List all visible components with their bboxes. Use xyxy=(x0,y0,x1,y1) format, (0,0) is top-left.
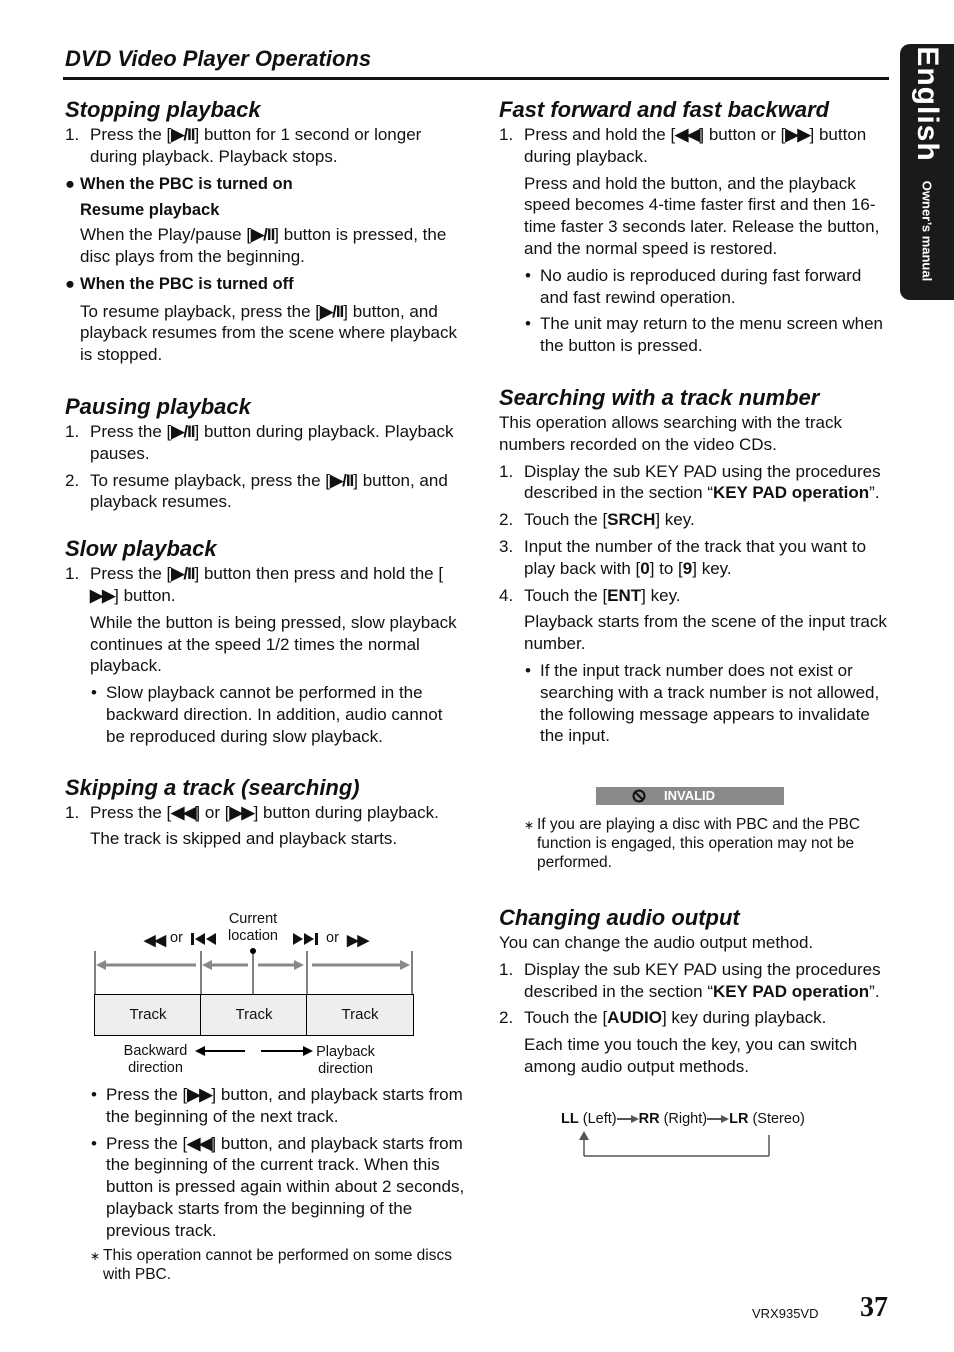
skipping-step-1: 1. Press the [◀◀] or [▶▶] button during playback. xyxy=(65,802,439,822)
playback-direction-label: Playback direction xyxy=(316,1044,375,1077)
audio-cycle-diagram xyxy=(561,1111,805,1127)
slow-title: Slow playback xyxy=(65,536,217,562)
current-location-label: Current location xyxy=(228,911,278,944)
rewind-icon: ◀◀ xyxy=(144,932,166,949)
skipping-notes xyxy=(65,1084,465,1284)
backward-direction-label: Backward direction xyxy=(123,1043,188,1076)
skipping-bullet-2: • Press the [◀◀] button, and playback starts from the beginning of the current track. When this button is pressed again within about 2 seconds, playback starts from the beginning of the previous track. xyxy=(91,1133,465,1240)
audio-step-1: 1. Display the sub KEY PAD using the procedures described in the section “KEY PAD operation”. xyxy=(499,959,881,1001)
play-pause-icon: ▶/II xyxy=(330,470,354,490)
skip-forward-icon xyxy=(292,932,320,946)
searching-intro: This operation allows searching with the track numbers recorded on the video CDs. xyxy=(499,412,842,454)
fast-description: Press and hold the button, and the playback speed becomes 4-time faster first and then 16-time faster 3 seconds later. Release the button, and the normal speed is restored. xyxy=(524,173,880,258)
language-label: English xyxy=(911,46,944,162)
invalid-message-bar xyxy=(596,787,784,805)
stopping-title: Stopping playback xyxy=(65,97,261,122)
audio-rr-desc: (Right) xyxy=(663,1111,708,1127)
diagram-or-left: or xyxy=(170,930,183,946)
audio-ll-desc: (Left) xyxy=(582,1111,617,1127)
slow-description: While the button is being pressed, slow playback continues at the speed 1/2 times the normal playback. xyxy=(90,612,457,676)
skipping-section xyxy=(65,774,465,851)
audio-description: Each time you touch the key, you can switch among audio output methods. xyxy=(524,1035,858,1076)
header-rule xyxy=(63,77,889,80)
track-cell-3: Track xyxy=(306,994,414,1036)
audio-section xyxy=(499,904,891,1078)
searching-title: Searching with a track number xyxy=(499,384,820,410)
stopping-step-1: 1. Press the [▶/II] button for 1 second or longer during playback. Playback stops. xyxy=(65,125,422,166)
skipping-note: ∗ This operation cannot be performed on some discs with PBC. xyxy=(90,1246,452,1283)
pbc-off-heading: ● When the PBC is turned off xyxy=(65,274,294,293)
slow-section xyxy=(65,535,465,747)
pausing-title: Pausing playback xyxy=(65,393,251,419)
rewind-icon: ◀◀ xyxy=(187,1133,212,1153)
audio-intro: You can change the audio output method. xyxy=(499,933,814,952)
left-column xyxy=(65,96,465,850)
play-pause-icon: ▶/II xyxy=(171,564,195,584)
fast-forward-icon: ▶▶ xyxy=(347,932,369,949)
fast-forward-icon: ▶▶ xyxy=(187,1085,212,1104)
play-pause-icon: ▶/II xyxy=(171,125,195,144)
prohibited-icon xyxy=(632,789,646,803)
track-cell-2: Track xyxy=(200,994,308,1036)
fast-title: Fast forward and fast backward xyxy=(499,97,830,122)
searching-bullet: • If the input track number does not exist or searching with a track number is not allowed, the following message appears to invalidate the input. xyxy=(525,660,880,746)
pbc-off-text: To resume playback, press the [▶/II] button, and playback resumes from the scene where playback is stopped. xyxy=(80,301,458,365)
audio-lr-desc: (Stereo) xyxy=(752,1111,805,1127)
page-number: 37 xyxy=(860,1292,888,1323)
searching-step-3: 3. Input the number of the track that you want to play back with [0] to [9] key. xyxy=(499,536,867,578)
searching-step-4: 4. Touch the [ENT] key. xyxy=(499,585,681,605)
rewind-icon: ◀◀ xyxy=(171,802,196,822)
fast-forward-icon: ▶▶ xyxy=(229,802,254,822)
stopping-section xyxy=(65,96,465,366)
skipping-bullet-1: • Press the [▶▶] button, and playback starts from the beginning of the next track. xyxy=(91,1085,463,1126)
pausing-step-2: 2. To resume playback, press the [▶/II] button, and playback resumes. xyxy=(65,470,448,512)
skipping-title: Skipping a track (searching) xyxy=(65,774,360,800)
searching-note: ∗ If you are playing a disc with PBC and the PBC function is engaged, this operation may not be performed. xyxy=(524,816,861,871)
fast-bullet-1: • No audio is reproduced during fast forward and fast rewind operation. xyxy=(525,265,862,307)
pausing-step-1: 1. Press the [▶/II] button during playback. Playback pauses. xyxy=(65,421,454,463)
diagram-or-right: or xyxy=(326,930,339,946)
language-tab xyxy=(900,44,954,300)
fast-step-1: 1. Press and hold the [◀◀] button or [▶▶] button during playback. xyxy=(499,125,867,166)
searching-description: Playback starts from the scene of the input track number. xyxy=(524,612,887,654)
slow-bullet: • Slow playback cannot be performed in the backward direction. In addition, audio cannot be reproduced during slow playback. xyxy=(91,683,443,746)
right-column xyxy=(499,96,891,747)
manual-label: Owner’s manual xyxy=(919,180,935,282)
fast-forward-icon: ▶▶ xyxy=(785,125,810,144)
track-cell-1: Track xyxy=(94,994,202,1036)
rewind-icon: ◀◀ xyxy=(675,125,700,144)
skip-range-arrows xyxy=(90,946,420,996)
fast-section xyxy=(499,96,891,357)
model-number: VRX935VD xyxy=(752,1306,819,1321)
audio-cycle-return-arrow xyxy=(578,1129,774,1159)
searching-step-2: 2. Touch the [SRCH] key. xyxy=(499,510,695,530)
searching-step-1: 1. Display the sub KEY PAD using the procedures described in the section “KEY PAD operation”. xyxy=(499,461,881,503)
audio-title: Changing audio output xyxy=(499,905,740,930)
play-pause-icon: ▶/II xyxy=(320,301,344,321)
searching-section xyxy=(499,384,891,747)
pausing-section xyxy=(65,393,465,513)
arrow-icon xyxy=(617,1114,639,1124)
skipping-description: The track is skipped and playback starts. xyxy=(90,829,398,849)
searching-note-block xyxy=(524,815,889,872)
arrow-icon xyxy=(707,1114,729,1124)
section-header: DVD Video Player Operations xyxy=(65,46,372,71)
resume-heading: Resume playback xyxy=(80,201,220,220)
skip-back-icon xyxy=(190,932,218,946)
resume-text: When the Play/pause [▶/II] button is pressed, the disc plays from the beginning. xyxy=(80,225,447,266)
pbc-on-heading: ● When the PBC is turned on xyxy=(65,174,293,193)
slow-step-1: 1. Press the [▶/II] button then press and hold the [▶▶] button. xyxy=(65,564,444,605)
audio-ll: LL xyxy=(561,1111,579,1127)
direction-arrows xyxy=(195,1044,315,1058)
fast-forward-icon: ▶▶ xyxy=(90,585,115,605)
play-pause-icon: ▶/II xyxy=(171,421,195,441)
fast-bullet-2: • The unit may return to the menu screen when the button is pressed. xyxy=(525,314,884,356)
audio-rr: RR xyxy=(638,1111,660,1127)
play-pause-icon: ▶/II xyxy=(251,225,275,245)
invalid-label: INVALID xyxy=(664,788,716,803)
audio-lr: LR xyxy=(729,1111,749,1127)
audio-step-2: 2. Touch the [AUDIO] key during playback. xyxy=(499,1008,827,1028)
